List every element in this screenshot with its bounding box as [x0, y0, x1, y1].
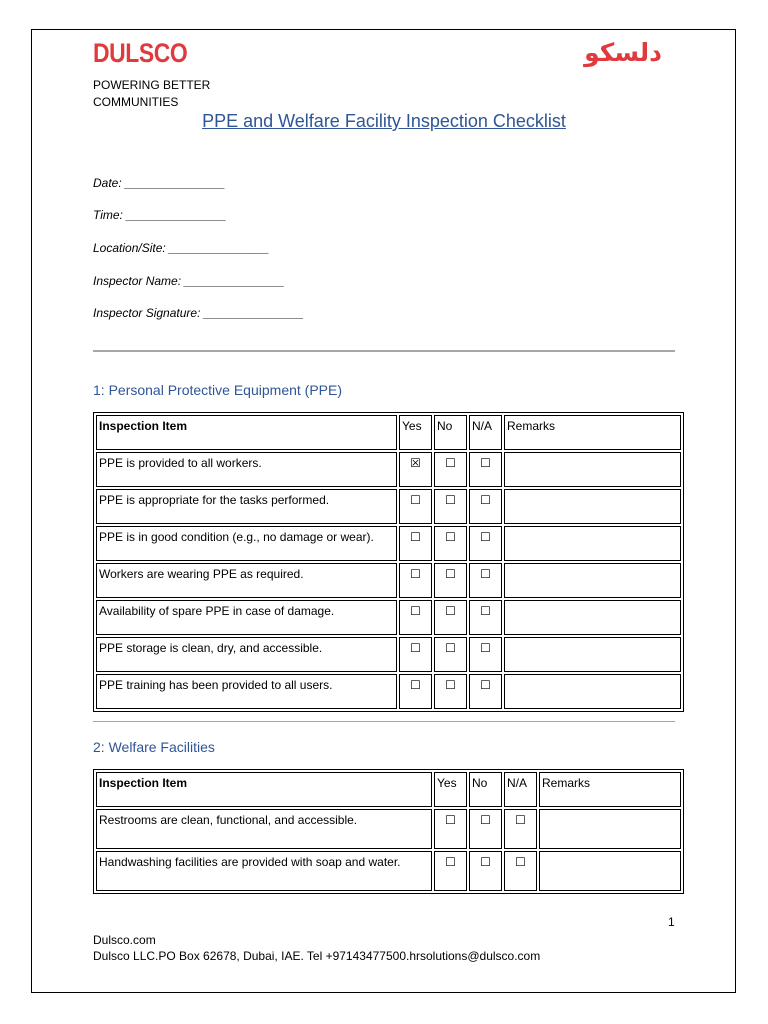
na-checkbox[interactable]: ☐: [469, 637, 502, 672]
inspection-item: PPE is appropriate for the tasks performed.: [96, 489, 397, 524]
inspection-item: PPE storage is clean, dry, and accessible.: [96, 637, 397, 672]
ppe-checklist-table: [93, 412, 684, 712]
yes-checkbox[interactable]: ☐: [399, 526, 432, 561]
welfare-checklist-table: [93, 769, 684, 894]
yes-checkbox[interactable]: ☐: [399, 563, 432, 598]
remarks-cell[interactable]: [504, 674, 681, 709]
dulsco-arabic-logo: دلسكو: [584, 38, 662, 67]
column-header: N/A: [504, 772, 537, 807]
inspector-signature-field[interactable]: Inspector Signature: _______________: [93, 306, 304, 320]
yes-checkbox[interactable]: ☒: [399, 452, 432, 487]
column-header: Inspection Item: [96, 415, 397, 450]
na-checkbox[interactable]: ☐: [469, 600, 502, 635]
yes-checkbox[interactable]: ☐: [399, 637, 432, 672]
no-checkbox[interactable]: ☐: [434, 526, 467, 561]
date-field[interactable]: Date: _______________: [93, 176, 226, 190]
inspection-item: PPE training has been provided to all users.: [96, 674, 397, 709]
remarks-cell[interactable]: [504, 452, 681, 487]
inspector-name-field[interactable]: Inspector Name: _______________: [93, 274, 285, 288]
table-row: [96, 452, 681, 487]
inspection-item: Restrooms are clean, functional, and accessible.: [96, 809, 432, 849]
na-checkbox[interactable]: ☐: [469, 674, 502, 709]
yes-checkbox[interactable]: ☐: [434, 809, 467, 849]
inspection-item: Handwashing facilities are provided with soap and water.: [96, 851, 432, 891]
inspection-item: PPE is in good condition (e.g., no damage or wear).: [96, 526, 397, 561]
na-checkbox[interactable]: ☐: [504, 851, 537, 891]
remarks-cell[interactable]: [504, 526, 681, 561]
column-header: No: [469, 772, 502, 807]
yes-checkbox[interactable]: ☐: [399, 674, 432, 709]
table-row: [96, 674, 681, 709]
no-checkbox[interactable]: ☐: [434, 489, 467, 524]
no-checkbox[interactable]: ☐: [434, 637, 467, 672]
footer: [93, 932, 540, 964]
section-2-title: 2: Welfare Facilities: [93, 739, 215, 755]
table-row: [96, 600, 681, 635]
page-number: 1: [668, 915, 675, 929]
tagline: [93, 77, 210, 111]
na-checkbox[interactable]: ☐: [469, 563, 502, 598]
no-checkbox[interactable]: ☐: [434, 600, 467, 635]
inspection-item: Availability of spare PPE in case of damage.: [96, 600, 397, 635]
remarks-cell[interactable]: [504, 563, 681, 598]
table-header-row: [96, 772, 681, 807]
remarks-cell[interactable]: [539, 809, 681, 849]
yes-checkbox[interactable]: ☐: [399, 489, 432, 524]
na-checkbox[interactable]: ☐: [469, 526, 502, 561]
dulsco-logo: DULSCO: [93, 38, 188, 68]
column-header: No: [434, 415, 467, 450]
table-row: [96, 489, 681, 524]
footer-website[interactable]: Dulsco.com: [93, 933, 156, 947]
column-header: Remarks: [539, 772, 681, 807]
no-checkbox[interactable]: ☐: [434, 452, 467, 487]
remarks-cell[interactable]: [504, 637, 681, 672]
column-header: Remarks: [504, 415, 681, 450]
table-row: [96, 851, 681, 891]
na-checkbox[interactable]: ☐: [469, 452, 502, 487]
divider: [93, 721, 675, 722]
no-checkbox[interactable]: ☐: [434, 563, 467, 598]
divider: [93, 350, 675, 352]
remarks-cell[interactable]: [539, 851, 681, 891]
yes-checkbox[interactable]: ☐: [434, 851, 467, 891]
table-row: [96, 637, 681, 672]
column-header: Yes: [434, 772, 467, 807]
tagline-line-2: COMMUNITIES: [93, 95, 179, 109]
column-header: Inspection Item: [96, 772, 432, 807]
table-header-row: [96, 415, 681, 450]
table-row: [96, 563, 681, 598]
time-field[interactable]: Time: _______________: [93, 208, 227, 222]
location-site-field[interactable]: Location/Site: _______________: [93, 241, 270, 255]
no-checkbox[interactable]: ☐: [434, 674, 467, 709]
remarks-cell[interactable]: [504, 600, 681, 635]
no-checkbox[interactable]: ☐: [469, 851, 502, 891]
table-row: [96, 809, 681, 849]
na-checkbox[interactable]: ☐: [504, 809, 537, 849]
column-header: N/A: [469, 415, 502, 450]
remarks-cell[interactable]: [504, 489, 681, 524]
footer-address: Dulsco LLC.PO Box 62678, Dubai, IAE. Tel +97143477500.hrsolutions@dulsco.com: [93, 949, 541, 963]
inspection-item: PPE is provided to all workers.: [96, 452, 397, 487]
section-1-title: 1: Personal Protective Equipment (PPE): [93, 382, 343, 398]
no-checkbox[interactable]: ☐: [469, 809, 502, 849]
table-row: [96, 526, 681, 561]
yes-checkbox[interactable]: ☐: [399, 600, 432, 635]
column-header: Yes: [399, 415, 432, 450]
na-checkbox[interactable]: ☐: [469, 489, 502, 524]
tagline-line-1: POWERING BETTER: [93, 78, 211, 92]
inspection-item: Workers are wearing PPE as required.: [96, 563, 397, 598]
document-title: PPE and Welfare Facility Inspection Checklist: [202, 111, 566, 131]
